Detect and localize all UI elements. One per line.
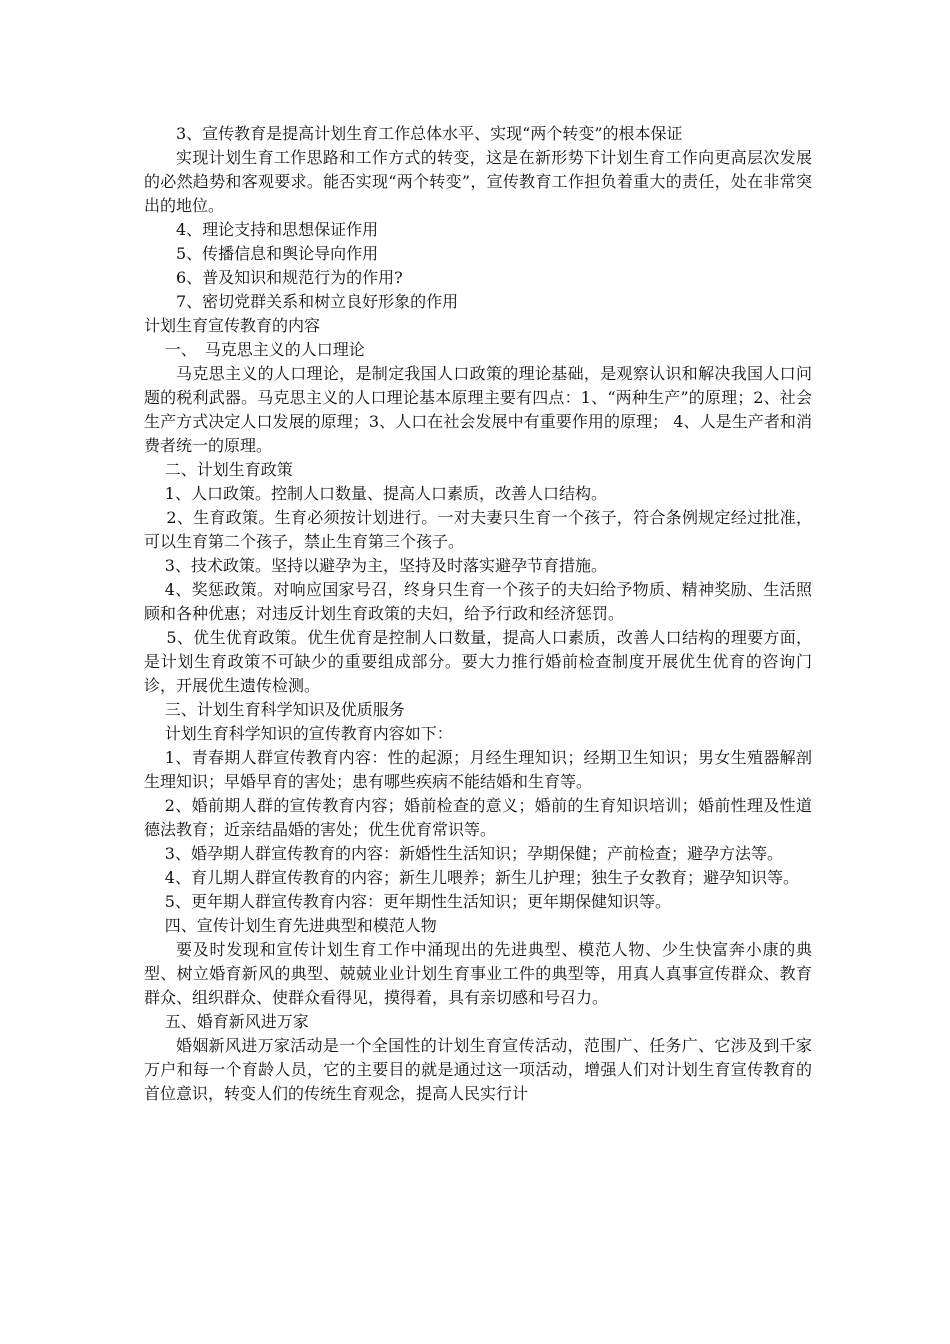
policy-item-1: 1、人口政策。控制人口数量、提高人口素质，改善人口结构。 (164, 484, 607, 503)
paragraph-marxist-theory: 马克思主义的人口理论，是制定我国人口政策的理论基础，是观察认识和解决我国人口问题的税利武器。马克思主义的人口理论基本原理主要有四点：1、“两种生产”的原理；2、社会生产方式决定人口发展的原理；3、人口在社会发展中有重要作用的原理； 4、人是生产者和消费者统一的原理。 (144, 364, 812, 455)
paragraph-new-customs: 婚姻新风进万家活动是一个全国性的计划生育宣传活动，范围广、任务广、它涉及到千家万户和每一个育龄人员，它的主要目的就是通过这一项活动，增强人们对计划生育宣传教育的首位意识，转变人们的传统生育观念，提高人民实行计 (144, 1036, 812, 1103)
policy-item-5: 5、优生优育政策。优生优育是控制人口数量，提高人口素质，改善人口结构的理要方面，是计划生育政策不可缺少的重要组成部分。要大力推行婚前检查制度开展优生优育的咨询门诊，开展优生遗传检测。 (144, 628, 812, 695)
section-point-6: 6、普及知识和规范行为的作用? (176, 268, 403, 287)
section-point-3: 3、宣传教育是提高计划生育工作总体水平、实现“两个转变”的根本保证 (176, 124, 683, 143)
policy-item-3: 3、技术政策。坚持以避孕为主，坚持及时落实避孕节育措施。 (164, 556, 607, 575)
section-point-4: 4、理论支持和思想保证作用 (176, 220, 379, 239)
policy-item-2: 2、生育政策。生育必须按计划进行。一对夫妻只生育一个孩子，符合条例规定经过批准，可以生育第二个孩子，禁止生育第三个孩子。 (144, 508, 812, 551)
section-point-5: 5、传播信息和舆论导向作用 (176, 244, 379, 263)
section-point-7: 7、密切党群关系和树立良好形象的作用 (176, 292, 459, 311)
heading-science-knowledge: 三、计划生育科学知识及优质服务 (164, 700, 405, 719)
science-item-1: 1、青春期人群宣传教育内容：性的起源；月经生理知识；经期卫生知识；男女生殖器解剖生理知识；早婚早育的害处；患有哪些疾病不能结婚和生育等。 (144, 748, 812, 791)
section-title-content: 计划生育宣传教育的内容 (144, 316, 321, 335)
heading-new-customs: 五、婚育新风进万家 (164, 1012, 309, 1031)
heading-marxist-theory: 一、 马克思主义的人口理论 (164, 340, 365, 359)
policy-item-4: 4、奖惩政策。对响应国家号召，终身只生育一个孩子的夫妇给予物质、精神奖励、生活照顾和各种优惠；对违反计划生育政策的夫妇，给予行政和经济惩罚。 (144, 580, 812, 623)
science-item-2: 2、婚前期人群的宣传教育内容；婚前检查的意义；婚前的生育知识培训；婚前性理及性道德法教育；近亲结晶婚的害处；优生优育常识等。 (144, 796, 812, 839)
science-item-5: 5、更年期人群宣传教育内容：更年期性生活知识；更年期保健知识等。 (164, 892, 671, 911)
science-intro: 计划生育科学知识的宣传教育内容如下： (164, 724, 453, 743)
science-item-3: 3、婚孕期人群宣传教育的内容：新婚性生活知识；孕期保健；产前检查；避孕方法等。 (164, 844, 783, 863)
heading-models: 四、宣传计划生育先进典型和模范人物 (164, 916, 437, 935)
paragraph-models: 要及时发现和宣传计划生育工作中涌现出的先进典型、模范人物、少生快富奔小康的典型、树立婚育新风的典型、兢兢业业计划生育事业工件的典型等，用真人真事宣传群众、教育群众、组织群众、使群众看得见，摸得着，具有亲切感和号召力。 (144, 940, 812, 1007)
document-page (144, 122, 812, 1106)
paragraph-transformation: 实现计划生育工作思路和工作方式的转变，这是在新形势下计划生育工作向更高层次发展的必然趋势和客观要求。能否实现“两个转变”，宣传教育工作担负着重大的责任，处在非常突出的地位。 (144, 148, 812, 215)
heading-policy: 二、计划生育政策 (164, 460, 293, 479)
science-item-4: 4、育儿期人群宣传教育的内容；新生儿喂养；新生儿护理；独生子女教育；避孕知识等。 (164, 868, 799, 887)
